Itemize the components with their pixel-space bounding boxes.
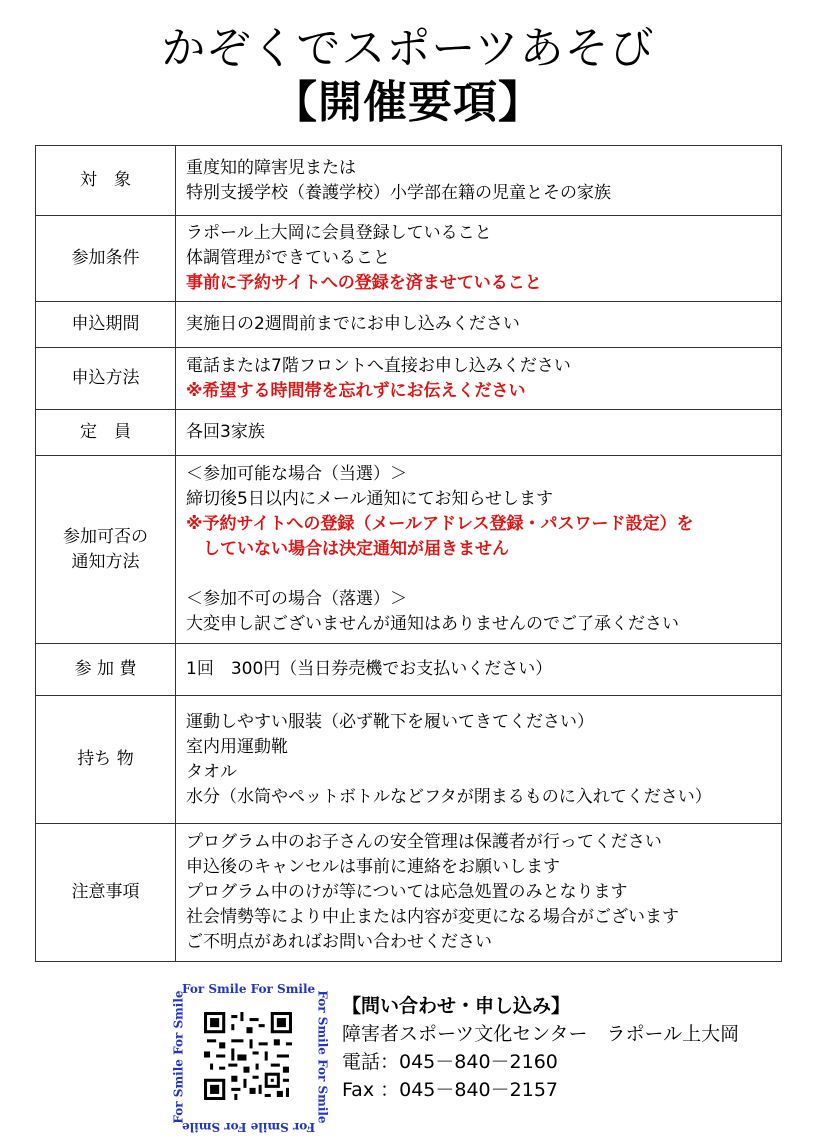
logo-text-left: For Smile For Smile — [171, 990, 186, 1124]
table-row — [36, 348, 782, 410]
row-value-text: ＜参加不可の場合（落選）＞ — [186, 589, 407, 609]
notice-text: 事前に予約サイトへの登録を済ませていること — [186, 273, 542, 293]
row-value-text: 体調管理ができていること — [186, 248, 390, 268]
notice-text: ※希望する時間帯を忘れずにお伝えください — [186, 380, 526, 401]
row-label-text: 持ち 物 — [77, 749, 134, 769]
logo-text-right: For Smile For Smile — [315, 990, 330, 1124]
row-label-text: 申込方法 — [71, 368, 140, 388]
table-row — [36, 146, 782, 216]
row-value-text: ご不明点があればお問い合わせください — [186, 932, 492, 952]
notice-text: ※予約サイトへの登録（メールアドレス登録・パスワード設定）を — [186, 514, 694, 534]
row-label — [36, 216, 176, 302]
row-value-text: 電話または7階フロントへ直接お申し込みください — [186, 355, 571, 376]
row-value-text: 重度知的障害児または — [186, 157, 356, 178]
table-row — [36, 410, 782, 456]
table-row — [36, 696, 782, 824]
logo-text-bottom: For Smile For Smile — [182, 1120, 316, 1134]
row-value-text: タオル — [186, 761, 237, 782]
row-label — [36, 644, 176, 696]
page-subtitle: 【開催要項】 — [273, 77, 543, 128]
row-value — [176, 644, 782, 696]
row-value-text: 大変申し訳ございませんが通知はありませんのでご了承ください — [186, 614, 679, 634]
row-label-text: 参加可否の — [63, 526, 148, 547]
row-label — [36, 410, 176, 456]
row-value-text: 締切後5日以内にメール通知にてお知らせします — [186, 489, 553, 509]
row-label-text: 参加条件 — [71, 248, 140, 268]
row-value-text: プログラム中のお子さんの安全管理は保護者が行ってください — [186, 832, 662, 852]
row-label-text: 通知方法 — [71, 551, 140, 572]
row-label — [36, 824, 176, 962]
row-value-text: 運動しやすい服装（必ず靴下を履いてきてください） — [186, 711, 594, 732]
row-label-text: 定 員 — [80, 422, 131, 442]
logo-text-top: For Smile For Smile — [182, 982, 316, 996]
row-value — [176, 410, 782, 456]
table-row — [36, 302, 782, 348]
row-label-text: 参 加 費 — [74, 659, 137, 679]
table-row — [36, 456, 782, 644]
row-label — [36, 348, 176, 410]
row-value-text: 社会情勢等により中止または内容が変更になる場合がございます — [186, 907, 679, 927]
row-label-text: 対 象 — [80, 170, 131, 190]
row-label-text: 申込期間 — [71, 314, 140, 334]
row-value — [176, 302, 782, 348]
row-value-text: ラポール上大岡に会員登録していること — [186, 223, 492, 243]
contact-fax: Fax ：045－840－2157 — [342, 1079, 558, 1101]
row-label — [36, 696, 176, 824]
row-value-text: プログラム中のけが等については応急処置のみとなります — [186, 882, 628, 902]
contact-organization: 障害者スポーツ文化センター ラポール上大岡 — [342, 1023, 740, 1045]
row-label-text: 注意事項 — [71, 882, 140, 902]
row-value-text: 各回3家族 — [186, 422, 265, 442]
contact-phone[interactable]: 電話：045－840－2160 — [342, 1051, 558, 1073]
row-value — [176, 216, 782, 302]
row-value-text: 1回 300円（当日券売機でお支払いください） — [186, 659, 553, 679]
table-row — [36, 216, 782, 302]
row-value-text: 実施日の2週間前までにお申し込みください — [186, 314, 520, 334]
table-row — [36, 824, 782, 962]
row-value-text: 申込後のキャンセルは事前に連絡をお願いします — [186, 857, 560, 877]
contact-heading: 【問い合わせ・申し込み】 — [342, 995, 571, 1017]
row-value — [176, 146, 782, 216]
row-label — [36, 456, 176, 644]
row-value — [176, 696, 782, 824]
notice-text: していない場合は決定通知が届きません — [186, 539, 509, 559]
qr-code-icon[interactable] — [204, 1012, 292, 1100]
table-row — [36, 644, 782, 696]
page-title: かぞくでスポーツあそび — [161, 23, 655, 74]
row-value — [176, 348, 782, 410]
for-smile-logo — [170, 982, 330, 1138]
row-value-text: ＜参加可能な場合（当選）＞ — [186, 464, 407, 484]
row-label — [36, 302, 176, 348]
row-value — [176, 456, 782, 644]
row-value — [176, 824, 782, 962]
row-value-text: 水分（水筒やペットボトルなどフタが閉まるものに入れてください） — [186, 786, 712, 807]
row-label — [36, 146, 176, 216]
row-value-text: 特別支援学校（養護学校）小学部在籍の児童とその家族 — [186, 182, 611, 203]
row-value-text: 室内用運動靴 — [186, 736, 288, 757]
info-table — [35, 145, 782, 962]
contact-block — [342, 992, 739, 1104]
blank-line — [186, 562, 773, 587]
